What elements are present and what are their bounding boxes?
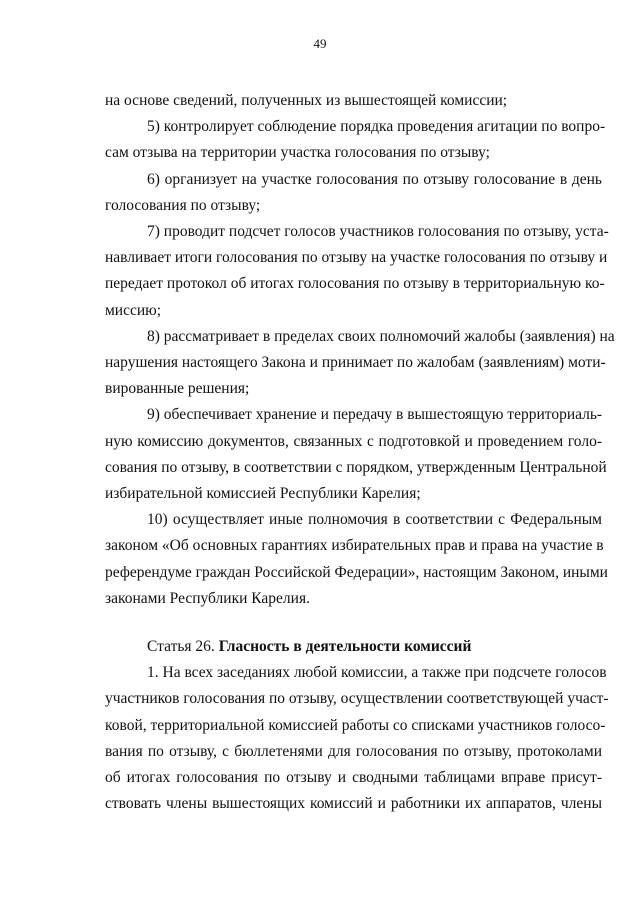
text-line: законом «Об основных гарантиях избирательных прав и права на участие в <box>105 537 604 555</box>
text-line: вированные решения; <box>105 380 250 398</box>
text-line: 8) рассматривает в пределах своих полномочий жалобы (заявления) на <box>147 327 615 345</box>
article-text-line: ковой, территориальной комиссией работы со списками участников голосо- <box>105 716 606 734</box>
article-title: Гласность в деятельности комиссий <box>218 638 472 655</box>
text-line: 10) осуществляет иные полномочия в соответствии с Федеральным <box>147 511 602 529</box>
text-line: миссию; <box>105 301 162 319</box>
article-text-line: участников голосования по отзыву, осуществлении соответствующей участ- <box>105 690 609 708</box>
text-line: референдуме граждан Российской Федерации», настоящим Законом, иными <box>105 563 608 581</box>
text-line: сам отзыва на территории участка голосования по отзыву; <box>105 144 490 162</box>
text-line: на основе сведений, полученных из вышестоящей комиссии; <box>105 92 508 109</box>
text-line: законами Республики Карелия. <box>105 589 310 607</box>
text-line: ную комиссию документов, связанных с подготовкой и проведением голо- <box>105 432 602 450</box>
article-heading <box>147 634 602 660</box>
text-line: сования по отзыву, в соответствии с порядком, утвержденным Центральной <box>105 458 607 476</box>
text-line: 5) контролирует соблюдение порядка проведения агитации по вопро- <box>147 118 606 136</box>
article-text-line: ствовать члены вышестоящих комиссий и работники их аппаратов, члены <box>105 795 602 813</box>
article-text-line: об итогах голосования по отзыву и сводными таблицами вправе присут- <box>105 769 602 786</box>
page-number: 49 <box>313 36 327 51</box>
article-text-line: 1. На всех заседаниях любой комиссии, а также при подсчете голосов <box>147 664 607 682</box>
text-line: 9) обеспечивает хранение и передачу в вышестоящую территориаль- <box>147 406 603 424</box>
text-line: передает протокол об итогах голосования по отзыву в территориальную ко- <box>105 275 605 293</box>
text-line: голосования по отзыву; <box>105 196 261 214</box>
text-line: нарушения настоящего Закона и принимает по жалобам (заявлениям) моти- <box>105 354 606 371</box>
text-line: 6) организует на участке голосования по отзыву голосование в день <box>147 170 602 188</box>
article-number: Статья 26. <box>147 638 219 655</box>
text-line: 7) проводит подсчет голосов участников голосования по отзыву, уста- <box>147 223 609 240</box>
text-line: навливает итоги голосования по отзыву на участке голосования по отзыву и <box>105 249 608 267</box>
text-line: избирательной комиссией Республики Карелия; <box>105 485 421 502</box>
article-text-line: вания по отзыву, с бюллетенями для голосования по отзыву, протоколами <box>105 742 602 760</box>
